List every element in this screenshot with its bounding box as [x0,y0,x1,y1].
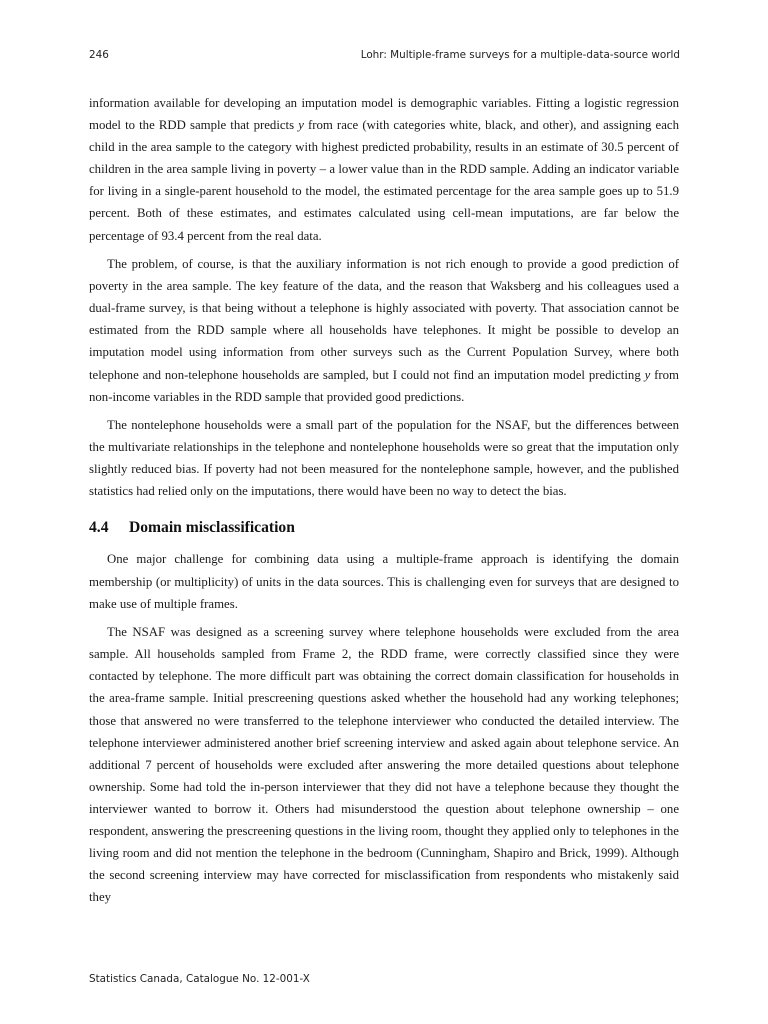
math-variable-y: y [644,367,651,382]
running-header [89,47,680,63]
section-heading [89,518,679,538]
paragraph: One major challenge for combining data using a multiple-frame approach is identifying the domain membership (or multiplicity) of units in the data sources. This is challenging even for surveys that are designed to make use of multiple frames. [89,552,679,611]
paragraph-text: The problem, of course, is that the auxiliary information is not rich enough to provide a good prediction of poverty in the area sample. The key feature of the data, and the reason that Waksberg and his colleagues used a dual-frame survey, is that being without a telephone is highly associated with poverty. That association cannot be estimated from the RDD sample where all households have telephones. It might be possible to develop an imputation model using information from other surveys such as the Current Population Survey, where both telephone and non-telephone households are sampled, but I could not find an imputation model predicting [89,257,679,382]
section-number: 4.4 [89,519,109,537]
running-title: Lohr: Multiple-frame surveys for a multiple-data-source world [360,49,680,61]
paragraph-text: from race (with categories white, black, and other), and assigning each child in the area sample to the category with highest predicted probability, results in an estimate of 30.5 percent of children in the area sample living in poverty – a lower value than in the RDD sample. Adding an indicator variable for living in a single-parent household to the model, the estimated percentage for the area sample goes up to 51.9 percent. Both of these estimates, and estimates calculated using cell-mean imputations, are far below the percentage of 93.4 percent from the real data. [89,118,679,243]
paragraph [89,253,679,408]
paragraph: The nontelephone households were a small part of the population for the NSAF, but the differences between the multivariate relationships in the telephone and nontelephone households were so great that the imputation only slightly reduced bias. If poverty had not been measured for the nontelephone sample, however, and the published statistics had relied only on the imputations, there would have been no way to detect the bias. [89,418,679,499]
page-footer: Statistics Canada, Catalogue No. 12-001-X [89,973,310,985]
body-text [89,92,679,915]
paragraph-text: from non-income variables in the RDD sample that provided good predictions. [89,367,680,404]
paragraph-continuation [89,92,679,247]
paragraph-text: information available for developing an imputation model is demographic variables. Fitting a logistic regression model to the RDD sample that predicts [89,96,679,133]
page-number: 246 [89,49,109,61]
math-variable-y: y [298,118,304,133]
paragraph: The NSAF was designed as a screening survey where telephone households were excluded from the area sample. All households sampled from Frame 2, the RDD frame, were correctly classified since they were contacted by telephone. The more difficult part was obtaining the correct domain classification for households in the area-frame sample. Initial prescreening questions asked whether the household had any working telephones; those that answered no were transferred to the telephone interviewer who conducted the detailed interview. The telephone interviewer administered another brief screening interview and asked again about telephone service. An additional 7 percent of households were excluded after answering the more detailed questions about telephone ownership. Some had told the in-person interviewer that they did not have a telephone because they thought the interviewer wanted to borrow it. Others had misunderstood the question about telephone ownership – one respondent, answering the prescreening questions in the living room, thought they applied only to telephones in the living room and did not mention the telephone in the bedroom (Cunningham, Shapiro and Brick, 1999). Although the second screening interview may have corrected for misclassification from respondents who mistakenly said they [89,625,679,905]
section-title: Domain misclassification [129,519,295,537]
